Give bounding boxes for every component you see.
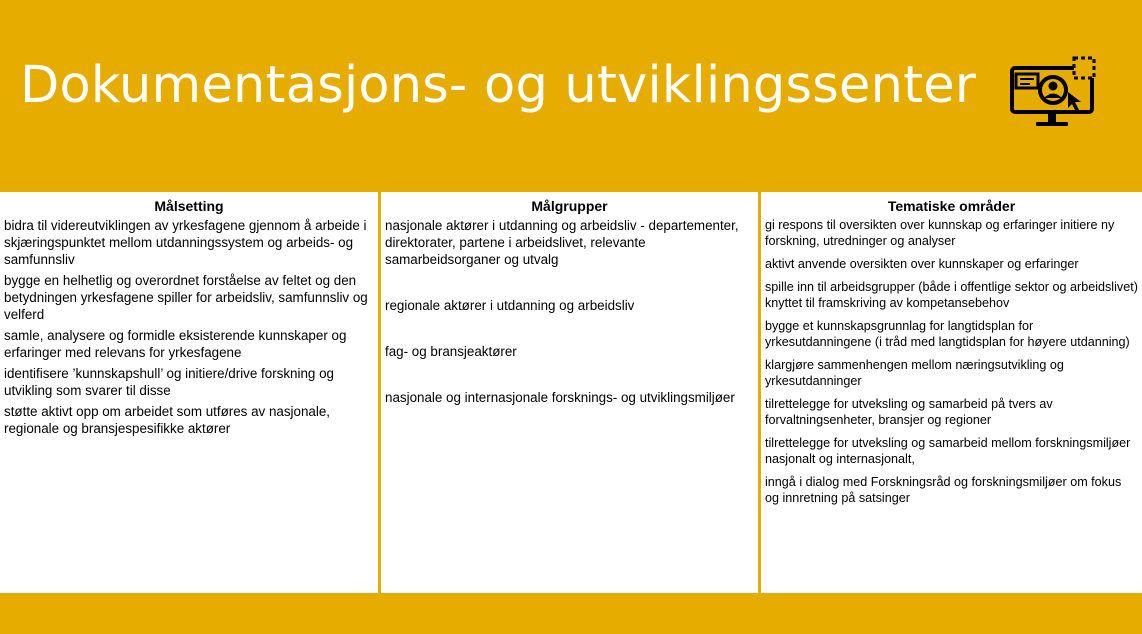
list-item: aktivt anvende oversikten over kunnskaper og erfaringer bbox=[765, 257, 1079, 271]
list-item: bygge et kunnskapsgrunnlag for langtidsplan for yrkesutdanningene (i tråd med langtidsplan for høyere utdanning) bbox=[765, 319, 1130, 349]
item-list bbox=[4, 217, 374, 437]
item-list bbox=[765, 217, 1138, 506]
list-item: samle, analysere og formidle eksisterende kunnskaper og erfaringer med relevans for yrkesfagene bbox=[4, 328, 347, 360]
list-item: tilrettelegge for utveksling og samarbeid på tvers av forvaltningsenheter, bransjer og regioner bbox=[765, 397, 1053, 427]
list-item: spille inn til arbeidsgrupper (både i offentlige sektor og arbeidslivet) knyttet til framskriving av kompetansebehov bbox=[765, 280, 1138, 310]
list-item: klargjøre sammenhengen mellom næringsutvikling og yrkesutdanninger bbox=[765, 358, 1064, 388]
column-tematiske-omrader bbox=[761, 192, 1142, 593]
item-list bbox=[385, 217, 754, 406]
list-item: regionale aktører i utdanning og arbeidsliv bbox=[385, 298, 635, 313]
column-malgrupper bbox=[381, 192, 758, 593]
list-item: nasjonale aktører i utdanning og arbeidsliv - departementer, direktorater, partene i arbeidslivet, relevante samarbeidsorganer og utvalg bbox=[385, 218, 739, 267]
content-table bbox=[0, 192, 1142, 593]
list-item: bidra til videreutviklingen av yrkesfagene gjennom å arbeide i skjæringspunktet mellom utdanningssystem og arbeids- og samfunnsliv bbox=[4, 218, 367, 267]
column-heading: Målgrupper bbox=[531, 198, 608, 214]
list-item: inngå i dialog med Forskningsråd og forskningsmiljøer om fokus og innretning på satsinger bbox=[765, 475, 1122, 505]
column-malsetting bbox=[0, 192, 378, 593]
list-item: identifisere ’kunnskapshull’ og initiere/drive forskning og utvikling som svarer til disse bbox=[4, 366, 334, 398]
list-item: bygge en helhetlig og overordnet forståelse av feltet og den betydningen yrkesfagene spiller for arbeidsliv, samfunnsliv og velferd bbox=[4, 273, 368, 322]
list-item: nasjonale og internasjonale forsknings- og utviklingsmiljøer bbox=[385, 390, 735, 405]
page-title: Dokumentasjons- og utviklingssenter bbox=[20, 56, 977, 115]
column-heading: Målsetting bbox=[154, 198, 224, 214]
list-item: gi respons til oversikten over kunnskap og erfaringer initiere ny forskning, utredninger og analyser bbox=[765, 218, 1115, 248]
list-item: tilrettelegge for utveksling og samarbeid mellom forskningsmiljøer nasjonalt og internasjonalt, bbox=[765, 436, 1131, 466]
list-item: støtte aktivt opp om arbeidet som utføres av nasjonale, regionale og bransjespesifikke aktører bbox=[4, 404, 330, 436]
list-item: fag- og bransjeaktører bbox=[385, 344, 517, 359]
computer-user-icon bbox=[1006, 56, 1102, 132]
column-heading: Tematiske områder bbox=[887, 198, 1016, 214]
